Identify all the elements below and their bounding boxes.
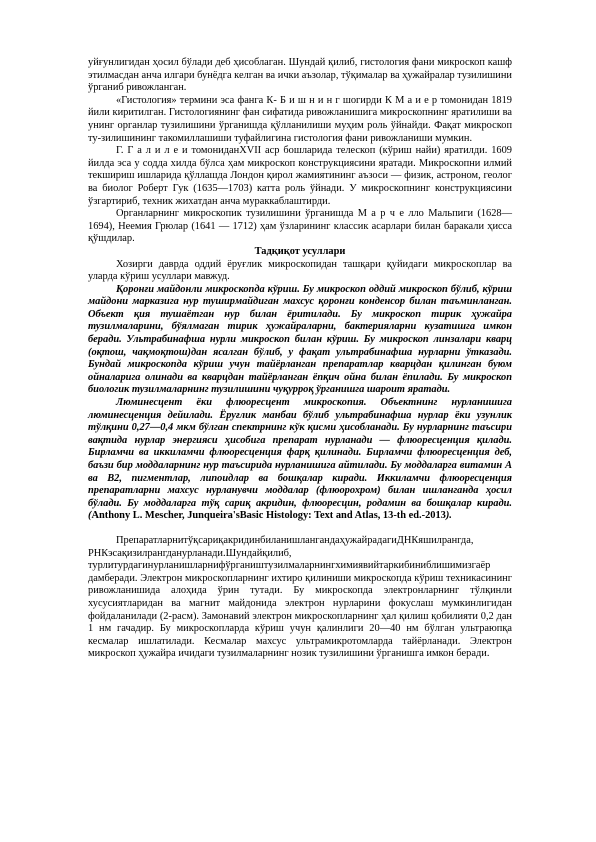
paragraph-methods-intro: Хозирги даврда оддий ёруғлик микроскопидан ташқари қуйидаги микроскоплар ва уларда кўриш усуллари мавжуд. [88, 258, 512, 283]
document-page [88, 57, 512, 661]
source-citation: Anthony L. Mescher, Junqueira'sBasic Histology: Text and Atlas, 13-th ed.-2013 [91, 510, 446, 522]
section-heading: Тадқиқот усуллари [254, 245, 346, 257]
luminescent-text: Люминесцент ёки флюоресцент микроскопия. Объектнинг нурланишига люминесценция дейилади. Ёруғлик манбаи бўлиб ультрабинафша нурлар ёки узунлик тўлқини 0,27—0,4 мкм бўлган спектрнинг кўк қисми ҳисобланади. Бу нурларнинг таъсири вақтида нурлар энергияси ҳисобига препарат нурланади — флюоресценция қилади. Бирламчи ва иккиламчи флюоресценция фарқ қилинади. Бирламчи флюоресценция деб, баъзи бир моддаларнинг нур таъсирида нурланишига айтилади. Бу моддаларга витамин А ва В2, пигментлар, липоидлар ва бошқалар киради. Иккиламчи флюоресценция препаратларни махсус нурланувчи моддалар (флюорохром) билан ишланганда ҳосил бўлади. Бу моддаларга тўқ сариқ акридин, флюоресцин, родамин ва бошқалар киради. ( [88, 397, 512, 522]
paragraph-malpighi: Органларнинг микроскопик тузилишини ўрганишда М а р ч е лло Мальпиги (1628—1694), Неемия Грюлар (1641 — 1712) ҳам ўзларининг классик асарлари билан баракали ҳисса қўшдилар. [88, 208, 512, 245]
paragraph-origins: уйғунлигидан ҳосил бўлади деб ҳисоблаган. Шундай қилиб, гистология фани микроскоп кашф этилмасдан анча илгари бунёдга келган ва ички аъзолар, тўқималар ва ҳужайралар тузилишини ўрганиб ривожланган. [88, 57, 512, 94]
paragraph-luminescent [88, 397, 512, 523]
paragraph-term-history: «Гистология» термини эса фанга К- Б и ш н и н г шогирди К М а и е р томонидан 1819 йили киритилган. Гистологиянинг фан сифатида ривожланишига микроскопнинг яратилиши ва унинг органлар тузилишини ўрганишда қўлланилиши муҳим роль ўйнайди. Фақат микроскоп ту-зилишининг такомиллашиши туфайлигина гистология фани ривожланиши мумкин. [88, 94, 512, 144]
paragraph-electron-microscope: ПрепаратларнитўқсариқакридинбиланишлангандаҳужайрадагиДНКяшилрангда, РНКэсақизилрангданурланади.Шундайқилиб, турлитурдагинурланишларнифўргаништузилмаларнингхимиявийтаркибиниблишимизгаёр дамберади. Электрон микроскопларнинг ихтиро қилиниши микроскопда кўриш техникасининг ривожланишида алоҳида ўрин тутади. Бу микроскопда электронларнинг тўлқинли хусусиятларидан ва магнит майдонида электрон нурларини фокуслаш мумкинлигидан фойдаланилади (2-расм). Замонавий электрон микроскопларнинг ҳал қилиш қобилияти 0,2 дан 1 нм гачадир. Бу микроскопларда кўриш учун қалинлиги 20—40 нм бўлган ультраюпқа кесмалар ишлатилади. Кесмалар махсус ультрамикротомларда тайёрланади. Электрон микроскоп ҳужайра ичидаги тузилмаларнинг нозик тузилишини ўрганишга имкон беради. [88, 534, 512, 660]
luminescent-tail: ). [445, 510, 452, 522]
paragraph-galileo: Г. Г а л и л е и томониданXVII аср бошларида телескоп (кўриш найи) яратилди. 1609 йилда эса у содда хилда бўлса ҳам микроскоп конструкциясини яратади. Микроскопни илмий текшириш ишларида қўллашда Лондон қирол жамиятининг аъзоси — физик, астроном, геолог ва биолог Роберт Гук (1635—1703) катта роль ўйнади. У микроскопнинг конструкциясини ўзгартириб, техник жихатдан анча мураккаблаштирди. [88, 145, 512, 207]
paragraph-dark-field: Қоронғи майдонли микроскопда кўриш. Бу микроскоп оддий микроскоп бўлиб, кўриш майдони марказига нур тушиpмайдиган махсус қоронғи конденсор билан таъминланган. Объект қия тушаётган нур билан ёритилади. Бу микроскоп тирик ҳужайра тузилмаларини, бўялмаган тирик ҳужайраларни, бактерияларни кузатишга имкон беради. Ультрабинафша нурли микроскоп билан кўриш. Бу микроскоп линзалари кварц (оқтош, чақмоқтош)дан ясалган бўлиб, у фақат ультрабинафша нурларни ўтказади. Бундай микроскопда кўриш учун тайёрланган препаратлар кварцдан қилинган буюм ойналарига олинади ва кварцдан тайёрланган ёпқич ойна билан ёпилади. Бу микроскоп биологик тузилмаларнинг тузилишини чуқурроқ ўрганишга шароит яратади. [88, 283, 512, 396]
spacer [88, 523, 512, 535]
